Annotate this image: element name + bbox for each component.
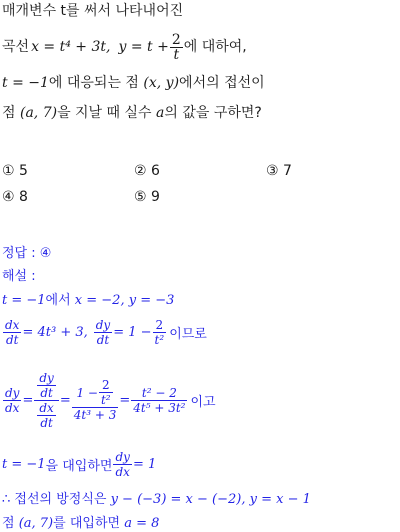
solution-line-2 [2, 314, 207, 350]
s1-xy-values: x = −2, y = −3 [74, 293, 175, 308]
s3-tail: 이고 [190, 394, 216, 410]
s1-text: 에서 [45, 293, 75, 308]
t-value: t = −1 [2, 75, 49, 91]
t2-denominator: t² [154, 332, 165, 347]
point-xy: (x, y) [143, 75, 180, 91]
problem-line-4 [2, 104, 262, 122]
s4-text: 을 대입하면 [45, 458, 113, 474]
compound-fraction [34, 371, 58, 430]
s1-t-value: t = −1 [2, 293, 46, 308]
solution-line-1 [2, 289, 174, 308]
variable-a: a [156, 105, 165, 121]
inner-dt-2: dt [40, 415, 53, 430]
choice-5[interactable]: ⑤ 9 [134, 189, 160, 205]
two-over-t2-inner [99, 378, 113, 407]
problem-line-3-text-a: 에 대응되는 점 [48, 75, 144, 91]
s6-point: (a, 7) [18, 516, 54, 531]
dx-dt-fraction [3, 318, 21, 347]
dy-numerator: dy [95, 317, 111, 332]
problem-line-3 [2, 74, 265, 92]
substituted-numerator [72, 378, 119, 408]
problem-line-2-prefix: 곡선 [2, 39, 30, 55]
problem-line-4-text-c: 의 값을 구하면? [164, 105, 262, 121]
answer-line: 정답 : ④ [2, 246, 52, 261]
one-minus: 1 − [76, 385, 98, 400]
inner-dx: dx [39, 400, 54, 415]
dx-numerator: dx [5, 317, 20, 332]
solution-line-3 [2, 358, 216, 442]
dt-denominator-2: dt [96, 332, 110, 347]
s6-result: a = 8 [124, 516, 160, 531]
two-over-t2-fraction [153, 318, 167, 347]
s4-t-value: t = −1 [2, 456, 46, 472]
problem-line-4-text-b: 을 지날 때 실수 [57, 105, 157, 121]
choice-4[interactable]: ④ 8 [2, 189, 28, 205]
choice-3[interactable]: ③ 7 [266, 163, 292, 179]
problem-line-1 [2, 2, 183, 20]
problem-line-2-suffix: 에 대하여, [183, 39, 247, 55]
point-a7: (a, 7) [19, 105, 58, 121]
compound-numerator [34, 371, 58, 401]
s6-text-a: 점 [2, 516, 19, 531]
s4-result: = 1 [132, 456, 157, 472]
s4-dy: dy [115, 449, 130, 464]
equals-3: = [119, 392, 131, 408]
two-inner: 2 [99, 378, 113, 393]
equals-2: = [59, 392, 71, 408]
solution-heading: 해설 : [2, 269, 36, 284]
dy-num: dy [5, 385, 20, 400]
problem-line-4-text-a: 점 [2, 105, 20, 121]
curve-y-fraction [170, 33, 183, 62]
substituted-fraction [72, 378, 119, 422]
fraction-denominator: t [173, 46, 180, 63]
problem-line-3-text-b: 에서의 접선이 [179, 75, 265, 91]
s6-text-b: 를 대입하면 [53, 516, 125, 531]
solution-line-5 [2, 488, 311, 507]
s4-dx: dx [115, 464, 130, 479]
solution-line-6 [2, 512, 159, 531]
solution-line-4 [2, 446, 156, 482]
fraction-numerator: 2 [171, 31, 181, 48]
tangent-equation: y − (−3) = x − (−2), y = x − 1 [110, 492, 311, 507]
equals-1: = [22, 392, 34, 408]
t2-inner: t² [100, 393, 111, 407]
curve-y-equation: y = t + [118, 39, 169, 55]
curve-x-equation: x = t⁴ + 3t, [31, 39, 111, 55]
dydt-result: = 1 − [113, 324, 152, 340]
inner-dy: dy [39, 370, 54, 385]
choice-2[interactable]: ② 6 [134, 163, 160, 179]
dt-denominator: dt [5, 332, 19, 347]
dxdt-result: = 4t³ + 3, [22, 324, 88, 340]
dy-dx-fraction [3, 386, 21, 415]
s5-text: ∴ 접선의 방정식은 [2, 492, 111, 507]
inner-dy-dt [37, 371, 55, 400]
simplified-numerator: t² − 2 [131, 386, 187, 401]
substituted-denominator: 4t³ + 3 [73, 408, 117, 422]
simplified-denominator: 4t⁵ + 3t² [133, 400, 186, 415]
s2-tail: 이므로 [169, 326, 207, 342]
choice-1[interactable]: ① 5 [2, 163, 28, 179]
problem-line-1-text: 매개변수 t를 써서 나타내어진 [2, 3, 184, 19]
s4-dy-dx [113, 450, 131, 479]
compound-denominator [34, 401, 58, 430]
dx-den: dx [5, 400, 20, 415]
inner-dx-dt [37, 401, 55, 430]
inner-dt: dt [40, 385, 53, 400]
problem-line-2 [2, 28, 247, 66]
simplified-fraction [131, 386, 187, 415]
two-numerator: 2 [153, 318, 167, 333]
dy-dt-fraction [94, 318, 112, 347]
